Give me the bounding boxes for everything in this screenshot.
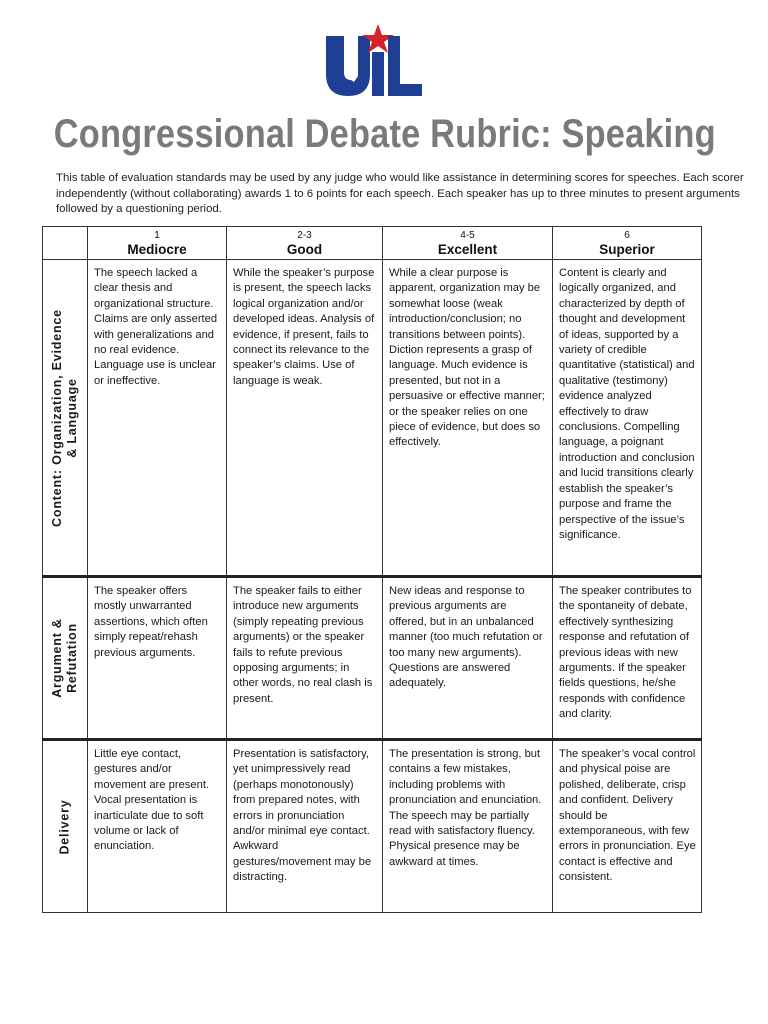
rubric-table xyxy=(42,226,702,913)
column-header xyxy=(553,227,702,260)
table-cell: New ideas and response to previous arguments are offered, but in an unbalanced manner (too much refutation or too many new arguments). Questions are answered adequately. xyxy=(383,577,553,740)
table-cell: The speaker offers mostly unwarranted assertions, which often simply repeat/rehash previous arguments. xyxy=(88,577,227,740)
category-label xyxy=(58,799,73,854)
table-cell: The speaker contributes to the spontaneity of debate, effectively synthesizing response and refutation of previous ideas with new arguments. If the speaker fields questions, he/she responds with confidence and clarity. xyxy=(553,577,702,740)
intro-line: followed by a questioning period. xyxy=(56,203,222,215)
table-row xyxy=(43,260,702,577)
logo-text: UIL xyxy=(373,101,375,102)
table-cell: The speaker’s vocal control and physical poise are polished, deliberate, crisp and confident. Delivery should be extemporaneous, with few errors in pronunciation. Eye contact is effective and consistent. xyxy=(553,740,702,913)
column-header xyxy=(383,227,553,260)
table-cell: The presentation is strong, but contains a few mistakes, including problems with pronunciation and enunciation. The speech may be partially read with satisfactory fluency. Physical presence may be awkward at times. xyxy=(383,740,553,913)
category-cell xyxy=(43,577,88,740)
category-line: Delivery xyxy=(57,798,72,855)
table-row xyxy=(43,740,702,913)
table-cell: Content is clearly and logically organized, and characterized by depth of thought and development of ideas, supported by a variety of credible quantitative (statistical) and qualitative (testimony) evidence analyzed effectively to draw conclusions. Compelling language, a poignant introduction and conclusion and lucid transitions clearly establish the speaker’s purpose and frame the perspective of the issue’s significance. xyxy=(553,260,702,577)
category-label xyxy=(50,309,80,527)
column-label: Good xyxy=(286,242,323,257)
intro-line: This table of evaluation standards may be used by any judge who would like assistance in determining scores for speeches. Each scorer xyxy=(56,172,744,184)
corner-cell xyxy=(43,227,88,260)
column-header xyxy=(227,227,383,260)
category-label xyxy=(50,618,80,698)
table-cell: The speech lacked a clear thesis and organizational structure. Claims are only asserted with generalizations and no real evidence. Language use is unclear or ineffective. xyxy=(88,260,227,577)
page-title: Congressional Debate Rubric: Speaking xyxy=(53,112,716,156)
category-cell xyxy=(43,260,88,577)
column-score: 6 xyxy=(624,230,630,241)
category-line: Content: Organization, Evidence xyxy=(50,308,64,527)
intro-line: independently (without collaborating) awards 1 to 6 points for each speech. Each speaker has up to three minutes to present arguments xyxy=(56,187,740,200)
uil-logo xyxy=(318,22,428,102)
category-line: Argument & xyxy=(50,618,64,698)
column-label: Superior xyxy=(599,242,655,257)
table-cell: Presentation is satisfactory, yet unimpressively read (perhaps monotonously) from prepared notes, with errors in pronunciation and/or minimal eye contact. Awkward gestures/movement may be distracting. xyxy=(227,740,383,913)
table-cell: Little eye contact, gestures and/or movement are present. Vocal presentation is inarticulate due to soft volume or lack of enunciation. xyxy=(88,740,227,913)
column-score: 2-3 xyxy=(297,230,312,241)
column-score: 1 xyxy=(154,230,160,241)
column-score: 4-5 xyxy=(460,230,475,241)
column-label: Excellent xyxy=(437,242,498,257)
column-label: Mediocre xyxy=(127,242,187,257)
category-line: & Language xyxy=(65,377,79,458)
category-line: Refutation xyxy=(65,623,79,693)
category-cell xyxy=(43,740,88,913)
column-header xyxy=(88,227,227,260)
table-cell: While the speaker’s purpose is present, the speech lacks logical organization and/or developed ideas. Analysis of evidence, if present, fails to connect its relevance to the speaker’s claims. Use of language is weak. xyxy=(227,260,383,577)
table-cell: While a clear purpose is apparent, organization may be somewhat loose (weak introduction/conclusion; no transitions between points). Diction represents a grasp of language. Much evidence is presented, but not in a persuasive or effective manner; or the speaker relies on one piece of evidence, but does so effectively. xyxy=(383,260,553,577)
header-row xyxy=(43,227,702,260)
table-row xyxy=(43,577,702,740)
table-cell: The speaker fails to either introduce new arguments (simply repeating previous arguments) or the speaker fails to refute previous opposing arguments; in other words, no real clash is present. xyxy=(227,577,383,740)
intro-paragraph xyxy=(56,171,756,218)
